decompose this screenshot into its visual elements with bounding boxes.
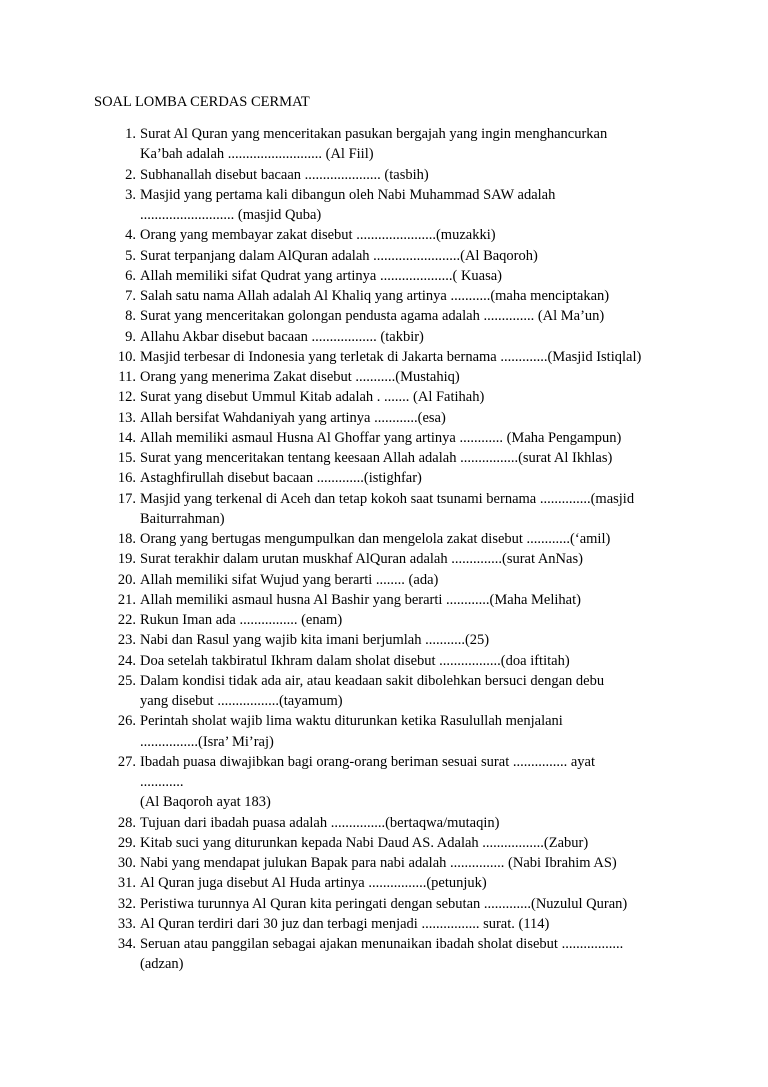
question-number: 15. [117, 450, 136, 466]
question-text: Surat terpanjang dalam AlQuran adalah ........................(Al Baqoroh) [140, 247, 538, 264]
question-text: Surat Al Quran yang menceritakan pasukan bergajah yang ingin menghancurkan Ka’bah adalah .......................... (Al Fiil) [140, 126, 608, 163]
question-text: Kitab suci yang diturunkan kepada Nabi Daud AS. Adalah .................(Zabur) [140, 834, 589, 851]
question-number: 9. [125, 328, 136, 345]
question-number: 14. [117, 429, 136, 446]
question-text: Seruan atau panggilan sebagai ajakan menunaikan ibadah sholat disebut ................. (adzan) [140, 936, 624, 973]
question-number: 16. [117, 470, 136, 487]
question-item [0, 610, 768, 630]
question-item [0, 570, 768, 590]
question-item [0, 671, 768, 712]
question-item [0, 428, 768, 448]
question-item [0, 651, 768, 671]
question-number: 7. [125, 288, 136, 304]
question-item [0, 165, 768, 185]
document-title: SOAL LOMBA CERDAS CERMAT [94, 94, 310, 110]
question-text: Rukun Iman ada ................ (enam) [140, 612, 343, 628]
question-number: 3. [125, 186, 136, 203]
question-item [0, 448, 768, 468]
question-text: Doa setelah takbiratul Ikhram dalam sholat disebut .................(doa iftitah) [140, 652, 570, 669]
question-text: Perintah sholat wajib lima waktu diturunkan ketika Rasulullah menjalani ................(Isra’ Mi’raj) [140, 713, 563, 750]
question-item [0, 266, 768, 286]
question-number: 22. [117, 612, 136, 628]
question-text: Orang yang membayar zakat disebut ......................(muzakki) [140, 227, 496, 244]
question-number: 33. [117, 915, 136, 932]
question-number: 5. [125, 247, 136, 264]
question-number: 19. [117, 551, 136, 568]
question-item [0, 711, 768, 752]
question-text: Al Quran terdiri dari 30 juz dan terbagi menjadi ................ surat. (114) [140, 915, 550, 932]
question-text: Nabi yang mendapat julukan Bapak para nabi adalah ............... (Nabi Ibrahim AS) [140, 855, 617, 871]
question-text: Surat yang disebut Ummul Kitab adalah . ....... (Al Fatihah) [140, 389, 485, 406]
question-item [0, 347, 768, 367]
question-item [0, 873, 768, 893]
question-item [0, 813, 768, 833]
question-text: Subhanallah disebut bacaan ..................... (tasbih) [140, 166, 429, 183]
question-number: 34. [117, 936, 136, 952]
question-item [0, 408, 768, 428]
question-text: Al Quran juga disebut Al Huda artinya ................(petunjuk) [140, 875, 487, 892]
question-number: 10. [117, 348, 136, 365]
question-text: Ibadah puasa diwajibkan bagi orang-orang beriman sesuai surat ............... ayat ............ (Al Baqoroh ayat 183) [140, 753, 595, 811]
question-item [0, 630, 768, 650]
question-number: 8. [125, 308, 136, 325]
question-text: Surat yang menceritakan golongan pendusta agama adalah .............. (Al Ma’un) [140, 308, 605, 325]
question-number: 31. [117, 875, 136, 892]
question-number: 29. [117, 834, 136, 851]
question-item [0, 894, 768, 914]
question-text: Allah memiliki asmaul Husna Al Ghoffar yang artinya ............ (Maha Pengampun) [140, 429, 622, 446]
question-text: Surat terakhir dalam urutan muskhaf AlQuran adalah ..............(surat AnNas) [140, 551, 583, 568]
question-item [0, 590, 768, 610]
question-item [0, 185, 768, 226]
question-number: 20. [117, 571, 136, 588]
question-item [0, 468, 768, 488]
question-number: 13. [117, 409, 136, 426]
question-text: Allah memiliki sifat Qudrat yang artinya ....................( Kuasa) [140, 267, 503, 284]
question-number: 21. [117, 591, 136, 608]
question-text: Masjid terbesar di Indonesia yang terletak di Jakarta bernama .............(Masjid Istiqlal) [140, 348, 642, 365]
question-text: Allah bersifat Wahdaniyah yang artinya ............(esa) [140, 409, 446, 426]
question-item [0, 489, 768, 530]
question-text: Salah satu nama Allah adalah Al Khaliq yang artinya ...........(maha menciptakan) [140, 288, 610, 304]
question-item [0, 853, 768, 873]
question-item [0, 286, 768, 306]
question-item [0, 367, 768, 387]
question-number: 11. [118, 369, 136, 385]
question-text: Orang yang bertugas mengumpulkan dan mengelola zakat disebut ............(‘amil) [140, 531, 611, 547]
question-number: 12. [117, 389, 136, 406]
question-item [0, 306, 768, 326]
question-number: 6. [125, 267, 136, 284]
question-number: 4. [125, 227, 136, 244]
question-number: 32. [117, 895, 136, 912]
question-number: 28. [117, 814, 136, 831]
question-number: 24. [117, 652, 136, 669]
question-text: Astaghfirullah disebut bacaan .............(istighfar) [140, 470, 422, 487]
question-text: Tujuan dari ibadah puasa adalah ...............(bertaqwa/mutaqin) [140, 814, 500, 831]
question-item [0, 387, 768, 407]
question-number: 18. [117, 531, 136, 547]
question-text: Allah memiliki sifat Wujud yang berarti ........ (ada) [140, 571, 439, 588]
question-number: 26. [117, 713, 136, 730]
question-item [0, 914, 768, 934]
question-text: Masjid yang terkenal di Aceh dan tetap kokoh saat tsunami bernama ..............(masjid Baiturrahman) [140, 490, 635, 527]
question-number: 30. [117, 855, 136, 871]
question-number: 23. [117, 632, 136, 649]
question-item [0, 246, 768, 266]
question-number: 2. [125, 166, 136, 183]
question-list [0, 124, 768, 975]
question-item [0, 529, 768, 549]
question-text: Dalam kondisi tidak ada air, atau keadaan sakit dibolehkan bersuci dengan debu yang disebut .................(tayamum) [140, 672, 605, 709]
question-text: Masjid yang pertama kali dibangun oleh Nabi Muhammad SAW adalah .......................... (masjid Quba) [140, 186, 556, 223]
question-text: Orang yang menerima Zakat disebut ...........(Mustahiq) [140, 369, 460, 385]
question-number: 1. [125, 126, 136, 142]
question-text: Allah memiliki asmaul husna Al Bashir yang berarti ............(Maha Melihat) [140, 591, 581, 608]
question-text: Peristiwa turunnya Al Quran kita peringati dengan sebutan .............(Nuzulul Quran) [140, 895, 628, 912]
question-number: 17. [117, 490, 136, 507]
question-item [0, 549, 768, 569]
question-number: 27. [117, 753, 136, 770]
question-text: Nabi dan Rasul yang wajib kita imani berjumlah ...........(25) [140, 632, 490, 649]
question-number: 25. [117, 672, 136, 689]
question-item [0, 752, 768, 813]
question-item [0, 225, 768, 245]
question-item [0, 327, 768, 347]
question-item [0, 833, 768, 853]
question-text: Allahu Akbar disebut bacaan .................. (takbir) [140, 328, 424, 345]
question-item [0, 124, 768, 165]
question-item [0, 934, 768, 975]
question-text: Surat yang menceritakan tentang keesaan Allah adalah ................(surat Al Ikhlas) [140, 450, 613, 466]
